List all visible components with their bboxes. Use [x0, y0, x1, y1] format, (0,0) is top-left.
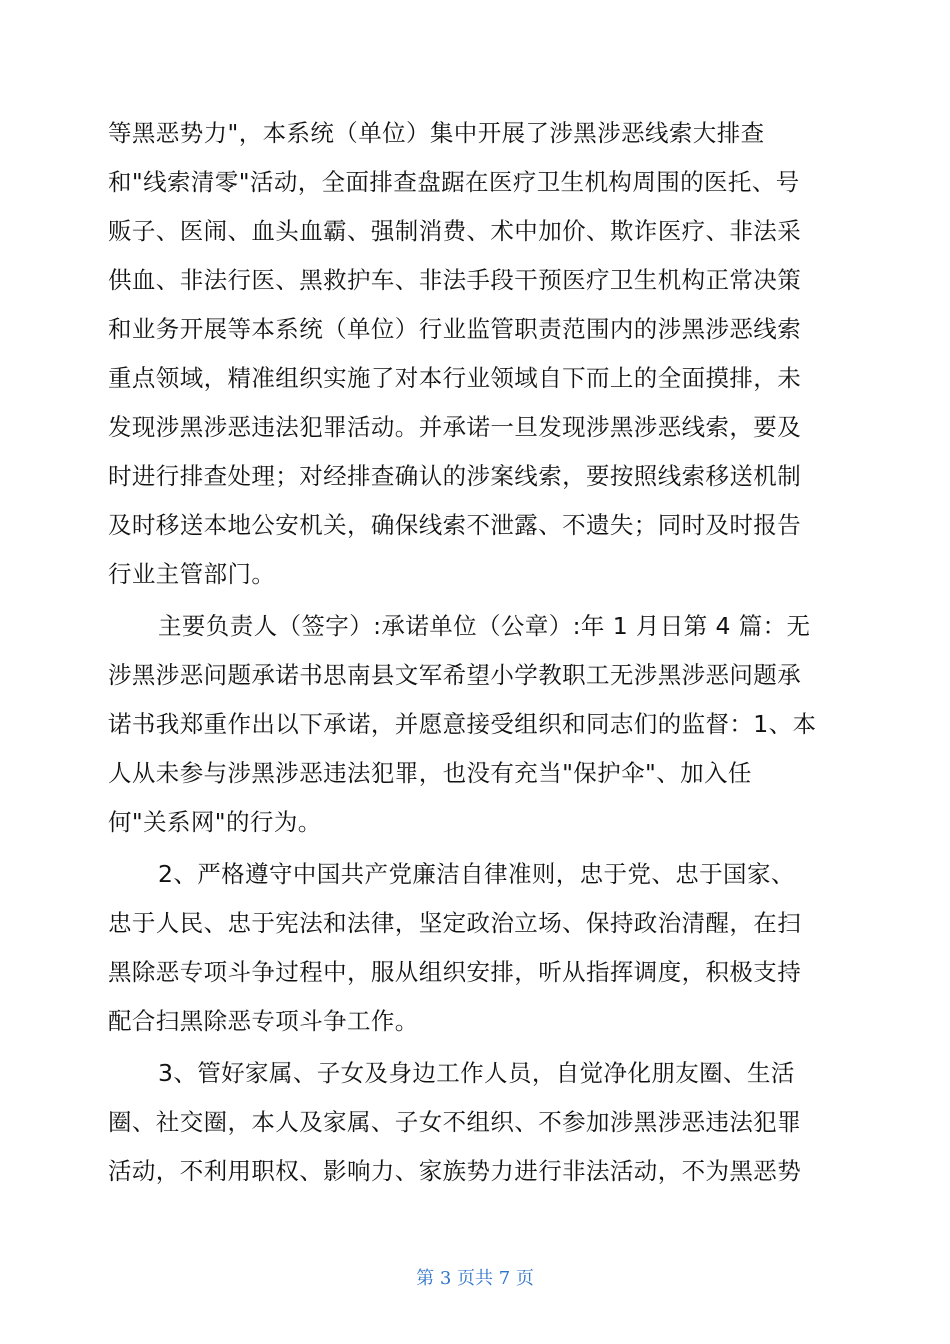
- text-line: 3、管好家属、子女及身边工作人员，自觉净化朋友圈、生活: [158, 1059, 795, 1087]
- text-line: 等黑恶势力"，本系统（单位）集中开展了涉黑涉恶线索大排查: [108, 119, 765, 147]
- page-number-footer: 第 3 页共 7 页: [416, 1268, 534, 1289]
- text-line: 和"线索清零"活动，全面排查盘踞在医疗卫生机构周围的医托、号: [108, 168, 800, 196]
- text-line: 活动，不利用职权、影响力、家族势力进行非法活动，不为黑恶势: [108, 1157, 802, 1185]
- text-line: 主要负责人（签字）:承诺单位（公章）:年 1 月日第 4 篇：无: [158, 612, 811, 640]
- text-line: 配合扫黑除恶专项斗争工作。: [108, 1007, 419, 1035]
- text-line: 何"关系网"的行为。: [108, 808, 322, 836]
- text-line: 发现涉黑涉恶违法犯罪活动。并承诺一旦发现涉黑涉恶线索，要及: [108, 413, 802, 441]
- text-line: 涉黑涉恶问题承诺书思南县文军希望小学教职工无涉黑涉恶问题承: [108, 661, 802, 689]
- text-line: 圈、社交圈，本人及家属、子女不组织、不参加涉黑涉恶违法犯罪: [108, 1108, 802, 1136]
- text-line: 重点领域，精准组织实施了对本行业领域自下而上的全面摸排，未: [108, 364, 802, 392]
- text-line: 诺书我郑重作出以下承诺，并愿意接受组织和同志们的监督：1、本: [108, 710, 817, 738]
- text-line: 黑除恶专项斗争过程中，服从组织安排，听从指挥调度，积极支持: [108, 958, 802, 986]
- text-line: 及时移送本地公安机关，确保线索不泄露、不遗失；同时及时报告: [108, 511, 802, 539]
- text-line: 2、严格遵守中国共产党廉洁自律准则，忠于党、忠于国家、: [158, 860, 795, 888]
- text-line: 人从未参与涉黑涉恶违法犯罪，也没有充当"保护伞"、加入任: [108, 759, 752, 787]
- text-line: 贩子、医闹、血头血霸、强制消费、术中加价、欺诈医疗、非法采: [108, 217, 802, 245]
- text-line: 忠于人民、忠于宪法和法律，坚定政治立场、保持政治清醒，在扫: [108, 909, 802, 937]
- text-line: 时进行排查处理；对经排查确认的涉案线索，要按照线索移送机制: [108, 462, 802, 490]
- text-line: 行业主管部门。: [108, 560, 276, 588]
- text-line: 和业务开展等本系统（单位）行业监管职责范围内的涉黑涉恶线索: [108, 315, 802, 343]
- text-line: 供血、非法行医、黑救护车、非法手段干预医疗卫生机构正常决策: [108, 266, 802, 294]
